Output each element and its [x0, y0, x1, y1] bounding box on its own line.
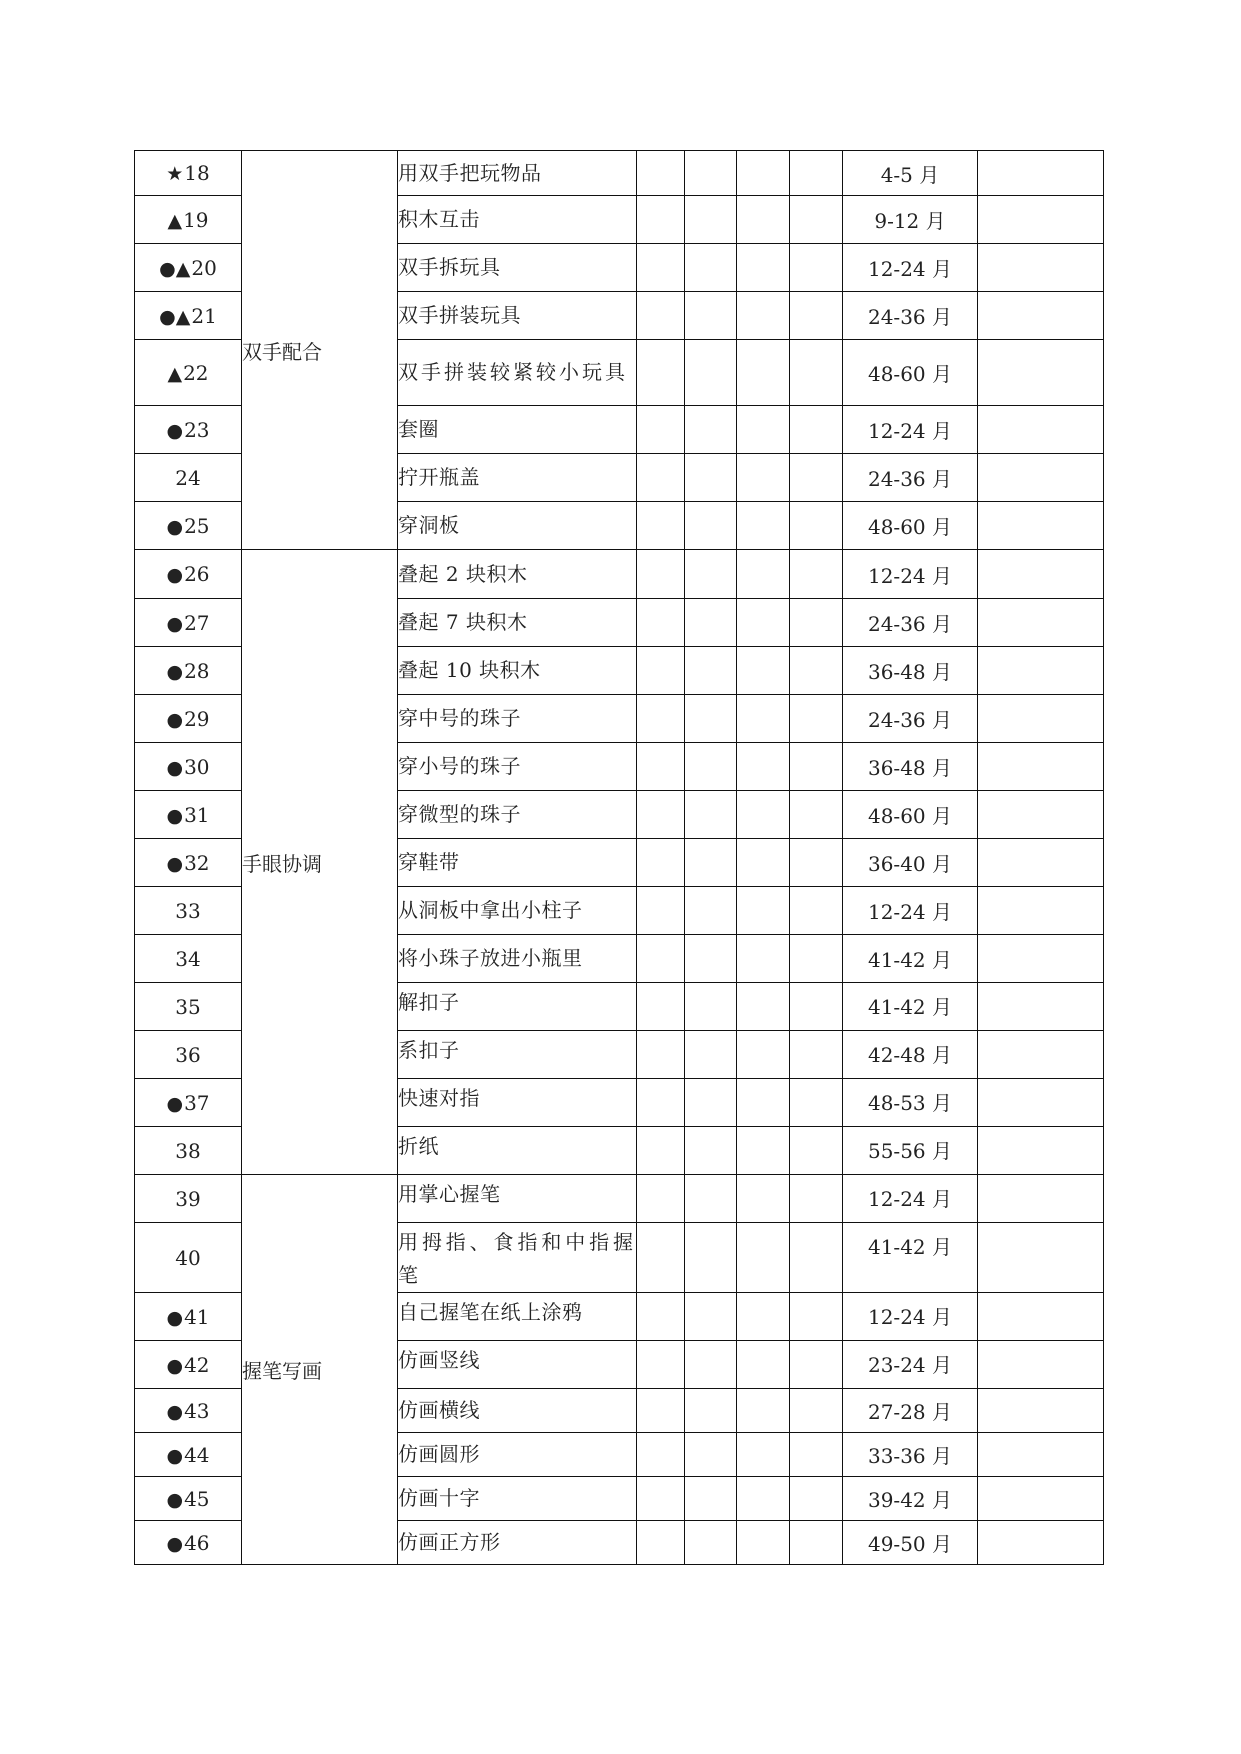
check-cell[interactable]	[637, 1079, 685, 1127]
item-description: 仿画竖线	[398, 1341, 637, 1389]
check-cell[interactable]	[737, 1293, 790, 1341]
check-cell[interactable]	[685, 1127, 737, 1175]
age-range: 41-42 月	[843, 935, 978, 983]
category-pen-writing: 握笔写画	[242, 1175, 398, 1565]
check-cell[interactable]	[737, 1341, 790, 1389]
item-description: 双手拆玩具	[398, 244, 637, 292]
item-description: 穿中号的珠子	[398, 695, 637, 743]
check-cell[interactable]	[737, 983, 790, 1031]
item-number: 23	[184, 417, 210, 442]
marker-symbols: ●	[166, 1488, 184, 1511]
item-number: 45	[184, 1486, 210, 1511]
check-cell[interactable]	[685, 340, 737, 406]
check-cell[interactable]	[637, 791, 685, 839]
item-description: 仿画圆形	[398, 1433, 637, 1477]
check-cell[interactable]	[637, 1127, 685, 1175]
check-cell[interactable]	[685, 292, 737, 340]
check-cell[interactable]	[790, 1341, 843, 1389]
check-cell[interactable]	[637, 743, 685, 791]
notes-cell[interactable]	[978, 743, 1104, 791]
item-number-cell	[135, 839, 242, 887]
check-cell[interactable]	[637, 1433, 685, 1477]
item-number: 25	[184, 513, 210, 538]
age-range: 36-48 月	[843, 647, 978, 695]
check-cell[interactable]	[790, 935, 843, 983]
check-cell[interactable]	[637, 502, 685, 550]
check-cell[interactable]	[737, 151, 790, 196]
item-number-cell	[135, 292, 242, 340]
check-cell[interactable]	[737, 695, 790, 743]
check-cell[interactable]	[737, 1477, 790, 1521]
check-cell[interactable]	[637, 292, 685, 340]
item-number: 32	[184, 850, 210, 875]
category-two-hands: 双手配合	[242, 151, 398, 550]
item-description: 双手拼装较紧较小玩具	[398, 340, 637, 406]
age-range: 24-36 月	[843, 599, 978, 647]
notes-cell[interactable]	[978, 1389, 1104, 1433]
check-cell[interactable]	[637, 151, 685, 196]
check-cell[interactable]	[637, 935, 685, 983]
check-cell[interactable]	[685, 1175, 737, 1223]
item-number-cell	[135, 743, 242, 791]
age-range: 49-50 月	[843, 1521, 978, 1565]
check-cell[interactable]	[790, 647, 843, 695]
item-number-cell	[135, 1175, 242, 1223]
age-range: 55-56 月	[843, 1127, 978, 1175]
age-range: 12-24 月	[843, 550, 978, 599]
check-cell[interactable]	[737, 340, 790, 406]
notes-cell[interactable]	[978, 1031, 1104, 1079]
table-row	[135, 151, 1104, 196]
age-range: 24-36 月	[843, 454, 978, 502]
check-cell[interactable]	[637, 1223, 685, 1293]
item-number-cell	[135, 1079, 242, 1127]
item-number: 43	[184, 1398, 210, 1423]
check-cell[interactable]	[685, 983, 737, 1031]
notes-cell[interactable]	[978, 1293, 1104, 1341]
check-cell[interactable]	[637, 1293, 685, 1341]
item-description: 叠起 7 块积木	[398, 599, 637, 647]
item-number-cell	[135, 196, 242, 244]
check-cell[interactable]	[790, 1521, 843, 1565]
check-cell[interactable]	[790, 1127, 843, 1175]
marker-symbols: ●	[166, 515, 184, 538]
check-cell[interactable]	[737, 502, 790, 550]
item-description: 用双手把玩物品	[398, 151, 637, 196]
check-cell[interactable]	[685, 1079, 737, 1127]
check-cell[interactable]	[637, 1389, 685, 1433]
item-number: 35	[175, 994, 201, 1019]
marker-symbols: ▲	[167, 362, 183, 385]
item-number: 27	[184, 610, 210, 635]
age-range: 12-24 月	[843, 1293, 978, 1341]
item-number-cell	[135, 1477, 242, 1521]
check-cell[interactable]	[685, 454, 737, 502]
item-number: 42	[184, 1352, 210, 1377]
notes-cell[interactable]	[978, 550, 1104, 599]
marker-symbols: ●	[166, 1092, 184, 1115]
item-number: 36	[175, 1042, 201, 1067]
item-number: 40	[175, 1245, 201, 1270]
check-cell[interactable]	[790, 1223, 843, 1293]
item-number-cell	[135, 647, 242, 695]
item-number-cell	[135, 550, 242, 599]
table-row	[135, 1175, 1104, 1223]
age-range: 36-48 月	[843, 743, 978, 791]
marker-symbols: ●	[166, 1444, 184, 1467]
check-cell[interactable]	[637, 983, 685, 1031]
check-cell[interactable]	[685, 244, 737, 292]
age-range: 41-42 月	[843, 983, 978, 1031]
age-range: 48-60 月	[843, 791, 978, 839]
check-cell[interactable]	[737, 550, 790, 599]
check-cell[interactable]	[685, 743, 737, 791]
item-number: 38	[175, 1138, 201, 1163]
check-cell[interactable]	[637, 550, 685, 599]
check-cell[interactable]	[637, 599, 685, 647]
item-description: 从洞板中拿出小柱子	[398, 887, 637, 935]
marker-symbols: ●	[166, 612, 184, 635]
item-number: 30	[184, 754, 210, 779]
marker-symbols: ●	[166, 1354, 184, 1377]
notes-cell[interactable]	[978, 1433, 1104, 1477]
check-cell[interactable]	[637, 244, 685, 292]
age-range: 41-42 月	[843, 1223, 978, 1293]
check-cell[interactable]	[737, 935, 790, 983]
check-cell[interactable]	[637, 839, 685, 887]
item-number-cell	[135, 151, 242, 196]
age-range: 12-24 月	[843, 244, 978, 292]
check-cell[interactable]	[737, 1433, 790, 1477]
check-cell[interactable]	[637, 196, 685, 244]
item-number: 46	[184, 1530, 210, 1555]
notes-cell[interactable]	[978, 196, 1104, 244]
check-cell[interactable]	[790, 1293, 843, 1341]
table-row	[135, 550, 1104, 599]
check-cell[interactable]	[737, 791, 790, 839]
check-cell[interactable]	[790, 454, 843, 502]
check-cell[interactable]	[737, 743, 790, 791]
item-description: 拧开瓶盖	[398, 454, 637, 502]
check-cell[interactable]	[790, 292, 843, 340]
check-cell[interactable]	[790, 743, 843, 791]
check-cell[interactable]	[637, 887, 685, 935]
item-number: 29	[184, 706, 210, 731]
marker-symbols: ●	[166, 1532, 184, 1555]
age-range: 33-36 月	[843, 1433, 978, 1477]
check-cell[interactable]	[685, 196, 737, 244]
check-cell[interactable]	[790, 791, 843, 839]
notes-cell[interactable]	[978, 340, 1104, 406]
item-description: 快速对指	[398, 1079, 637, 1127]
check-cell[interactable]	[790, 502, 843, 550]
item-number-cell	[135, 1341, 242, 1389]
check-cell[interactable]	[685, 1521, 737, 1565]
item-description: 解扣子	[398, 983, 637, 1031]
notes-cell[interactable]	[978, 454, 1104, 502]
item-number: 24	[175, 465, 201, 490]
notes-cell[interactable]	[978, 1521, 1104, 1565]
check-cell[interactable]	[685, 695, 737, 743]
item-number-cell	[135, 1521, 242, 1565]
check-cell[interactable]	[685, 1031, 737, 1079]
marker-symbols: ●	[166, 419, 184, 442]
item-description: 系扣子	[398, 1031, 637, 1079]
item-description: 用拇指、食指和中指握笔	[398, 1223, 637, 1293]
age-range: 39-42 月	[843, 1477, 978, 1521]
notes-cell[interactable]	[978, 1341, 1104, 1389]
marker-symbols: ●	[166, 708, 184, 731]
notes-cell[interactable]	[978, 1079, 1104, 1127]
check-cell[interactable]	[685, 406, 737, 454]
marker-symbols: ●	[166, 660, 184, 683]
notes-cell[interactable]	[978, 935, 1104, 983]
age-range: 9-12 月	[843, 196, 978, 244]
check-cell[interactable]	[637, 1477, 685, 1521]
check-cell[interactable]	[737, 647, 790, 695]
age-range: 24-36 月	[843, 695, 978, 743]
check-cell[interactable]	[790, 983, 843, 1031]
item-description: 叠起 2 块积木	[398, 550, 637, 599]
check-cell[interactable]	[737, 1127, 790, 1175]
item-number-cell	[135, 1223, 242, 1293]
item-number: 26	[184, 562, 210, 586]
notes-cell[interactable]	[978, 839, 1104, 887]
age-range: 12-24 月	[843, 887, 978, 935]
check-cell[interactable]	[737, 887, 790, 935]
check-cell[interactable]	[637, 340, 685, 406]
item-description: 仿画正方形	[398, 1521, 637, 1565]
check-cell[interactable]	[737, 1031, 790, 1079]
marker-symbols: ●	[166, 1306, 184, 1329]
check-cell[interactable]	[685, 839, 737, 887]
marker-symbols: ●	[166, 564, 184, 586]
check-cell[interactable]	[685, 599, 737, 647]
check-cell[interactable]	[637, 1175, 685, 1223]
marker-symbols: ●	[166, 1400, 184, 1423]
check-cell[interactable]	[790, 1389, 843, 1433]
item-number-cell	[135, 1127, 242, 1175]
item-description: 自己握笔在纸上涂鸦	[398, 1293, 637, 1341]
check-cell[interactable]	[685, 1477, 737, 1521]
notes-cell[interactable]	[978, 647, 1104, 695]
item-description: 仿画十字	[398, 1477, 637, 1521]
item-description: 套圈	[398, 406, 637, 454]
marker-symbols: ●▲	[159, 257, 191, 280]
notes-cell[interactable]	[978, 1127, 1104, 1175]
check-cell[interactable]	[737, 599, 790, 647]
item-description: 穿微型的珠子	[398, 791, 637, 839]
check-cell[interactable]	[685, 1223, 737, 1293]
age-range: 23-24 月	[843, 1341, 978, 1389]
item-number-cell	[135, 1031, 242, 1079]
item-number-cell	[135, 935, 242, 983]
marker-symbols: ★	[166, 163, 184, 185]
check-cell[interactable]	[790, 1175, 843, 1223]
item-description: 仿画横线	[398, 1389, 637, 1433]
item-number-cell	[135, 502, 242, 550]
category-hand-eye: 手眼协调	[242, 550, 398, 1175]
check-cell[interactable]	[637, 406, 685, 454]
item-number-cell	[135, 244, 242, 292]
check-cell[interactable]	[737, 1079, 790, 1127]
item-number: 34	[175, 946, 201, 971]
check-cell[interactable]	[685, 1293, 737, 1341]
marker-symbols: ●▲	[159, 305, 191, 328]
item-number: 39	[175, 1186, 201, 1211]
check-cell[interactable]	[685, 1433, 737, 1477]
notes-cell[interactable]	[978, 1223, 1104, 1293]
item-number: 20	[191, 255, 217, 280]
age-range: 36-40 月	[843, 839, 978, 887]
check-cell[interactable]	[637, 1341, 685, 1389]
age-range: 4-5 月	[843, 151, 978, 196]
check-cell[interactable]	[737, 1175, 790, 1223]
check-cell[interactable]	[790, 340, 843, 406]
notes-cell[interactable]	[978, 1175, 1104, 1223]
notes-cell[interactable]	[978, 292, 1104, 340]
item-number-cell	[135, 340, 242, 406]
marker-symbols: ●	[166, 804, 184, 827]
item-number-cell	[135, 454, 242, 502]
item-number: 37	[184, 1090, 210, 1115]
age-range: 48-60 月	[843, 340, 978, 406]
check-cell[interactable]	[685, 935, 737, 983]
item-number: 33	[175, 898, 201, 923]
item-number-cell	[135, 1433, 242, 1477]
check-cell[interactable]	[737, 406, 790, 454]
notes-cell[interactable]	[978, 244, 1104, 292]
item-number: 22	[183, 360, 209, 385]
notes-cell[interactable]	[978, 791, 1104, 839]
skill-table	[134, 150, 1104, 1565]
age-range: 48-53 月	[843, 1079, 978, 1127]
item-number: 41	[184, 1304, 210, 1329]
item-number-cell	[135, 791, 242, 839]
item-number: 44	[184, 1442, 210, 1467]
item-number-cell	[135, 695, 242, 743]
check-cell[interactable]	[685, 647, 737, 695]
item-number: 31	[184, 802, 210, 827]
marker-symbols: ●	[166, 852, 184, 875]
check-cell[interactable]	[790, 599, 843, 647]
check-cell[interactable]	[790, 1477, 843, 1521]
check-cell[interactable]	[790, 1031, 843, 1079]
notes-cell[interactable]	[978, 599, 1104, 647]
check-cell[interactable]	[790, 1433, 843, 1477]
check-cell[interactable]	[685, 887, 737, 935]
check-cell[interactable]	[685, 151, 737, 196]
check-cell[interactable]	[637, 695, 685, 743]
item-number-cell	[135, 406, 242, 454]
check-cell[interactable]	[737, 196, 790, 244]
check-cell[interactable]	[790, 887, 843, 935]
item-description: 将小珠子放进小瓶里	[398, 935, 637, 983]
item-number: 18	[184, 161, 210, 185]
item-description: 叠起 10 块积木	[398, 647, 637, 695]
notes-cell[interactable]	[978, 887, 1104, 935]
check-cell[interactable]	[737, 1223, 790, 1293]
check-cell[interactable]	[685, 791, 737, 839]
check-cell[interactable]	[637, 454, 685, 502]
item-number: 21	[191, 303, 217, 328]
check-cell[interactable]	[737, 454, 790, 502]
check-cell[interactable]	[790, 406, 843, 454]
check-cell[interactable]	[790, 839, 843, 887]
notes-cell[interactable]	[978, 151, 1104, 196]
check-cell[interactable]	[685, 1389, 737, 1433]
age-range: 12-24 月	[843, 1175, 978, 1223]
marker-symbols: ●	[166, 756, 184, 779]
check-cell[interactable]	[790, 695, 843, 743]
check-cell[interactable]	[737, 839, 790, 887]
item-number-cell	[135, 1293, 242, 1341]
notes-cell[interactable]	[978, 406, 1104, 454]
item-description: 折纸	[398, 1127, 637, 1175]
item-number: 28	[184, 658, 210, 683]
age-range: 24-36 月	[843, 292, 978, 340]
check-cell[interactable]	[737, 292, 790, 340]
item-description: 穿洞板	[398, 502, 637, 550]
check-cell[interactable]	[790, 151, 843, 196]
age-range: 12-24 月	[843, 406, 978, 454]
item-description: 穿小号的珠子	[398, 743, 637, 791]
item-description: 双手拼装玩具	[398, 292, 637, 340]
notes-cell[interactable]	[978, 1477, 1104, 1521]
check-cell[interactable]	[790, 1079, 843, 1127]
check-cell[interactable]	[790, 244, 843, 292]
check-cell[interactable]	[737, 1389, 790, 1433]
marker-symbols: ▲	[167, 209, 183, 232]
age-range: 42-48 月	[843, 1031, 978, 1079]
notes-cell[interactable]	[978, 983, 1104, 1031]
age-range: 48-60 月	[843, 502, 978, 550]
item-number-cell	[135, 599, 242, 647]
check-cell[interactable]	[685, 502, 737, 550]
item-description: 积木互击	[398, 196, 637, 244]
item-number-cell	[135, 1389, 242, 1433]
notes-cell[interactable]	[978, 502, 1104, 550]
notes-cell[interactable]	[978, 695, 1104, 743]
check-cell[interactable]	[637, 1031, 685, 1079]
check-cell[interactable]	[737, 244, 790, 292]
check-cell[interactable]	[685, 550, 737, 599]
age-range: 27-28 月	[843, 1389, 978, 1433]
check-cell[interactable]	[685, 1341, 737, 1389]
item-number: 19	[183, 207, 209, 232]
item-number-cell	[135, 887, 242, 935]
check-cell[interactable]	[790, 196, 843, 244]
item-number-cell	[135, 983, 242, 1031]
check-cell[interactable]	[737, 1521, 790, 1565]
check-cell[interactable]	[790, 550, 843, 599]
check-cell[interactable]	[637, 647, 685, 695]
item-description: 用掌心握笔	[398, 1175, 637, 1223]
check-cell[interactable]	[637, 1521, 685, 1565]
item-description: 穿鞋带	[398, 839, 637, 887]
